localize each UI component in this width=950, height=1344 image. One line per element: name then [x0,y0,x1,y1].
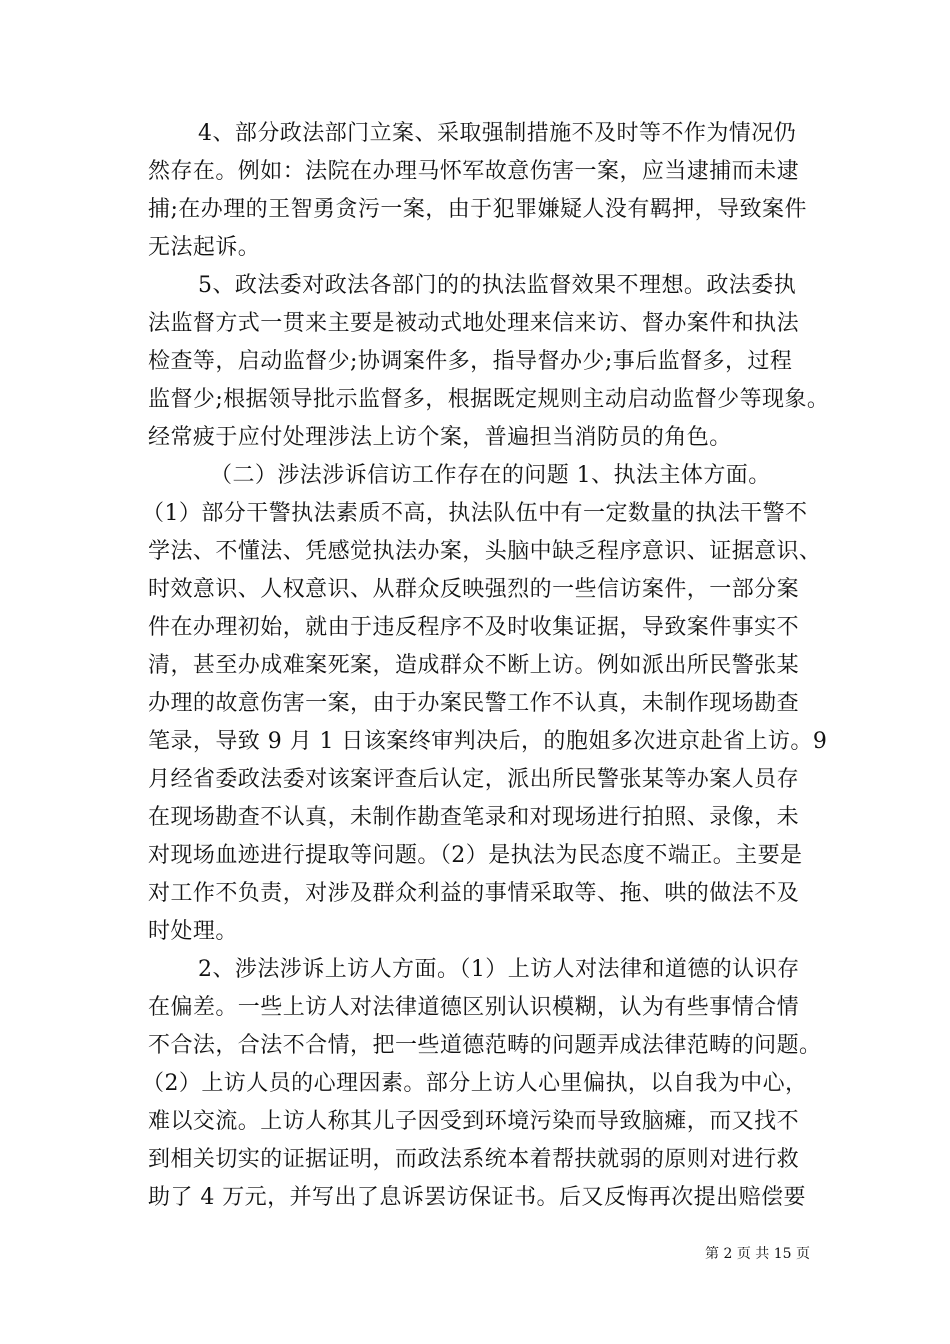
text-line: 办理的故意伤害一案，由于办案民警工作不认真，未制作现场勘查 [148,691,800,716]
text-line: 2、涉法涉诉上访人方面。（1）上访人对法律和道德的认识存 [198,957,800,982]
text-line: （1）部分干警执法素质不高，执法队伍中有一定数量的执法干警不 [142,501,808,526]
text-line: 监督少;根据领导批示监督多，根据既定规则主动启动监督少等现象。 [148,387,830,412]
text-line: 对工作不负责，对涉及群众利益的事情采取等、拖、哄的做法不及 [148,881,800,906]
text-line: 然存在。例如：法院在办理马怀军故意伤害一案，应当逮捕而未逮 [148,159,800,184]
text-line: （2）上访人员的心理因素。部分上访人心里偏执，以自我为中心， [142,1071,808,1096]
text-line: 捕;在办理的王智勇贪污一案，由于犯罪嫌疑人没有羁押，导致案件 [148,197,807,222]
text-line: 无法起诉。 [148,235,261,260]
text-line: 到相关切实的证据证明，而政法系统本着帮扶就弱的原则对进行救 [148,1147,800,1172]
text-line: 难以交流。上访人称其儿子因受到环境污染而导致脑瘫，而又找不 [148,1109,800,1134]
text-line: 在现场勘查不认真，未制作勘查笔录和对现场进行拍照、录像，未 [148,805,800,830]
text-line: 不合法，合法不合情，把一些道德范畴的问题弄成法律范畴的问题。 [148,1033,822,1058]
text-line: 时处理。 [148,919,238,944]
text-line: 时效意识、人权意识、从群众反映强烈的一些信访案件，一部分案 [148,577,800,602]
text-line: 法监督方式一贯来主要是被动式地处理来信来访、督办案件和执法 [148,311,800,336]
text-line: 对现场血迹进行提取等问题。（2）是执法为民态度不端正。主要是 [148,843,803,868]
text-line: 在偏差。一些上访人对法律道德区别认识模糊，认为有些事情合情 [148,995,800,1020]
text-line: 经常疲于应付处理涉法上访个案，普遍担当消防员的角色。 [148,425,732,450]
text-line: 件在办理初始，就由于违反程序不及时收集证据，导致案件事实不 [148,615,800,640]
text-line: 助了 4 万元，并写出了息诉罢访保证书。后又反悔再次提出赔偿要 [148,1185,806,1210]
section-heading: （二）涉法涉诉信访工作存在的问题 1、执法主体方面。 [210,463,771,488]
text-line: 4、部分政法部门立案、采取强制措施不及时等不作为情况仍 [198,121,797,146]
text-line: 清，甚至办成难案死案，造成群众不断上访。例如派出所民警张某 [148,653,800,678]
text-line: 学法、不懂法、凭感觉执法办案，头脑中缺乏程序意识、证据意识、 [148,539,822,564]
text-line: 月经省委政法委对该案评查后认定，派出所民警张某等办案人员存 [148,767,800,792]
text-line: 笔录，导致 9 月 1 日该案终审判决后，的胞姐多次进京赴省上访。9 [148,729,828,754]
text-line: 检查等，启动监督少;协调案件多，指导督办少;事后监督多，过程 [148,349,793,374]
page-number: 第 2 页 共 15 页 [705,1246,810,1262]
text-line: 5、政法委对政法各部门的的执法监督效果不理想。政法委执 [198,273,797,298]
